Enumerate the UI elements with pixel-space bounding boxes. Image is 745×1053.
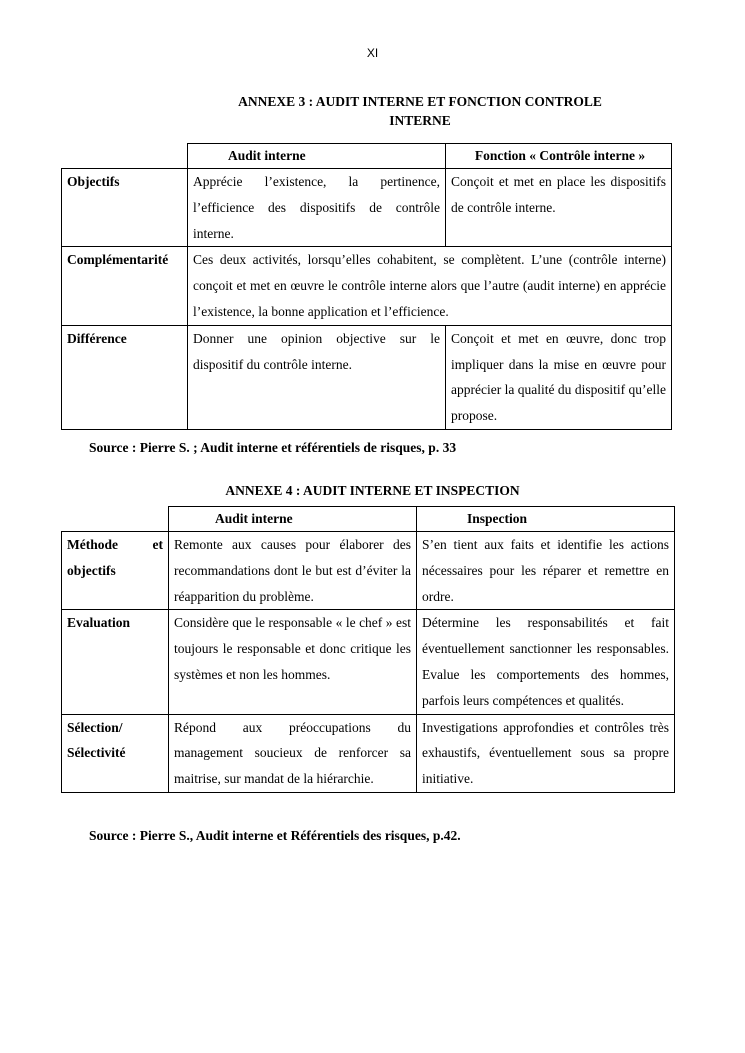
table-row	[62, 610, 675, 714]
row-label-complementarite: Complémentarité	[62, 247, 188, 325]
annexe3-empty-corner	[62, 144, 188, 169]
annexe3-header-fonction: Fonction « Contrôle interne »	[446, 144, 672, 169]
annexe3-title-line1: ANNEXE 3 : AUDIT INTERNE ET FONCTION CONTROLE	[238, 94, 602, 109]
annexe4-header-audit: Audit interne	[169, 507, 417, 532]
row-label-objectifs: Objectifs	[62, 169, 188, 247]
annexe4-header-inspection: Inspection	[417, 507, 675, 532]
row-label-selection: Sélection/ Sélectivité	[62, 714, 169, 792]
cell-difference-fonction: Conçoit et met en œuvre, donc trop impliquer dans la mise en œuvre pour apprécier la qualité du dispositif qu’elle propose.	[446, 325, 672, 429]
page-number: XI	[366, 46, 379, 60]
cell-selection-audit: Répond aux préoccupations du management soucieux de renforcer sa maitrise, sur mandat de la hiérarchie.	[169, 714, 417, 792]
table-row	[62, 532, 675, 610]
cell-selection-inspection: Investigations approfondies et contrôles très exhaustifs, éventuellement sous sa propre initiative.	[417, 714, 675, 792]
table-row	[62, 247, 672, 325]
cell-complementarite-merged: Ces deux activités, lorsqu’elles cohabitent, se complètent. L’une (contrôle interne) conçoit et met en œuvre le contrôle interne alors que l’autre (audit interne) en apprécie l’existence, la bonne application et l’efficience.	[188, 247, 672, 325]
annexe4-source: Source : Pierre S., Audit interne et Référentiels des risques, p.42.	[89, 828, 461, 843]
table-row	[62, 169, 672, 247]
annexe4-header-row	[62, 507, 675, 532]
cell-methode-audit: Remonte aux causes pour élaborer des recommandations dont le but est d’éviter la réapparition du problème.	[169, 532, 417, 610]
annexe3-title-line2: INTERNE	[389, 113, 451, 128]
cell-difference-audit: Donner une opinion objective sur le dispositif du contrôle interne.	[188, 325, 446, 429]
cell-evaluation-audit: Considère que le responsable « le chef » est toujours le responsable et donc critique les systèmes et non les hommes.	[169, 610, 417, 714]
cell-objectifs-fonction: Conçoit et met en place les dispositifs de contrôle interne.	[446, 169, 672, 247]
row-label-methode: Méthode et objectifs	[62, 532, 169, 610]
annexe3-header-audit: Audit interne	[188, 144, 446, 169]
cell-objectifs-audit: Apprécie l’existence, la pertinence, l’efficience des dispositifs de contrôle interne.	[188, 169, 446, 247]
annexe3-source: Source : Pierre S. ; Audit interne et référentiels de risques, p. 33	[89, 440, 457, 455]
annexe4-empty-corner	[62, 507, 169, 532]
annexe3-title	[160, 92, 680, 130]
annexe3-header-row	[62, 144, 672, 169]
annexe3-table	[61, 143, 672, 430]
row-label-difference: Différence	[62, 325, 188, 429]
table-row	[62, 325, 672, 429]
annexe4-table	[61, 506, 675, 793]
row-label-evaluation: Evaluation	[62, 610, 169, 714]
table-row	[62, 714, 675, 792]
annexe4-title: ANNEXE 4 : AUDIT INTERNE ET INSPECTION	[225, 483, 520, 498]
cell-evaluation-inspection: Détermine les responsabilités et fait éventuellement sanctionner les responsables. Evalue les comportements des hommes, parfois leurs compétences et qualités.	[417, 610, 675, 714]
cell-methode-inspection: S’en tient aux faits et identifie les actions nécessaires pour les réparer et remettre en ordre.	[417, 532, 675, 610]
